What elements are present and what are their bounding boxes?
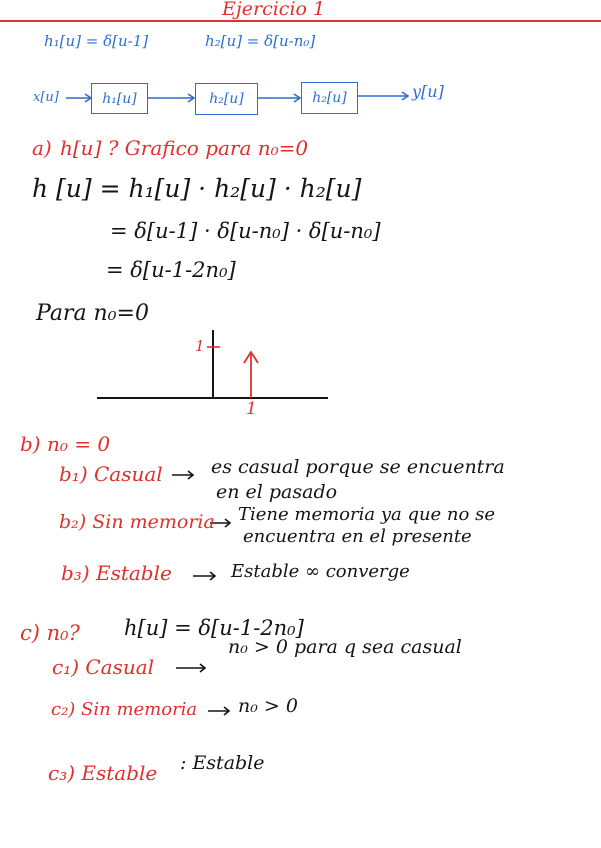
part-c-label: c) n₀? [20, 621, 80, 645]
part-c1-label: c₁) Casual [52, 655, 155, 679]
diagram-input-label: x[u] [33, 90, 59, 105]
part-b1-text: es casual porque se encuentra [211, 456, 505, 478]
part-c2-label: c₂) Sin memoria [51, 699, 198, 720]
part-b1-label: b₁) Casual [59, 462, 163, 486]
diagram-output-label: y[u] [412, 82, 444, 101]
diagram-box-3: h₂[u] [301, 82, 358, 114]
diagram-box-2: h₂[u] [195, 83, 258, 115]
part-b3-text: Estable ∞ converge [231, 561, 410, 582]
part-c3-label: c₃) Estable [48, 761, 158, 785]
definition-h2: h₂[u] = δ[u-n₀] [205, 32, 316, 50]
part-a-line-2: = δ[u-1] · δ[u-n₀] · δ[u-n₀] [110, 219, 381, 243]
part-a-line-3: = δ[u-1-2n₀] [106, 258, 236, 282]
part-a-line-1: h [u] = h₁[u] · h₂[u] · h₂[u] [32, 174, 362, 203]
part-a-para: Para n₀=0 [36, 301, 149, 326]
part-c1-text: n₀ > 0 para q sea casual [228, 636, 462, 658]
part-b3-label: b₃) Estable [61, 561, 172, 585]
graph-y-tick-label: 1 [195, 337, 205, 355]
diagram-box-1: h₁[u] [91, 83, 148, 114]
part-b-label: b) n₀ = 0 [20, 432, 111, 456]
graph-x-tick-label: 1 [246, 399, 257, 419]
part-c2-text: n₀ > 0 [238, 695, 298, 717]
part-b2-label: b₂) Sin memoria [59, 511, 215, 533]
part-b2-text: Tiene memoria ya que no se [238, 504, 495, 525]
definition-h1: h₁[u] = δ[u-1] [44, 32, 149, 50]
part-c-formula: h[u] = δ[u-1-2n₀] [124, 616, 304, 640]
part-b1-text-2: en el pasado [216, 481, 338, 503]
part-b2-text-2: encuentra en el presente [243, 526, 472, 547]
page-title: Ejercicio 1 [222, 0, 326, 20]
part-a-question: h[u] ? Grafico para n₀=0 [60, 136, 309, 160]
part-c3-text: : Estable [180, 752, 265, 774]
part-a-label: a) [32, 136, 52, 160]
